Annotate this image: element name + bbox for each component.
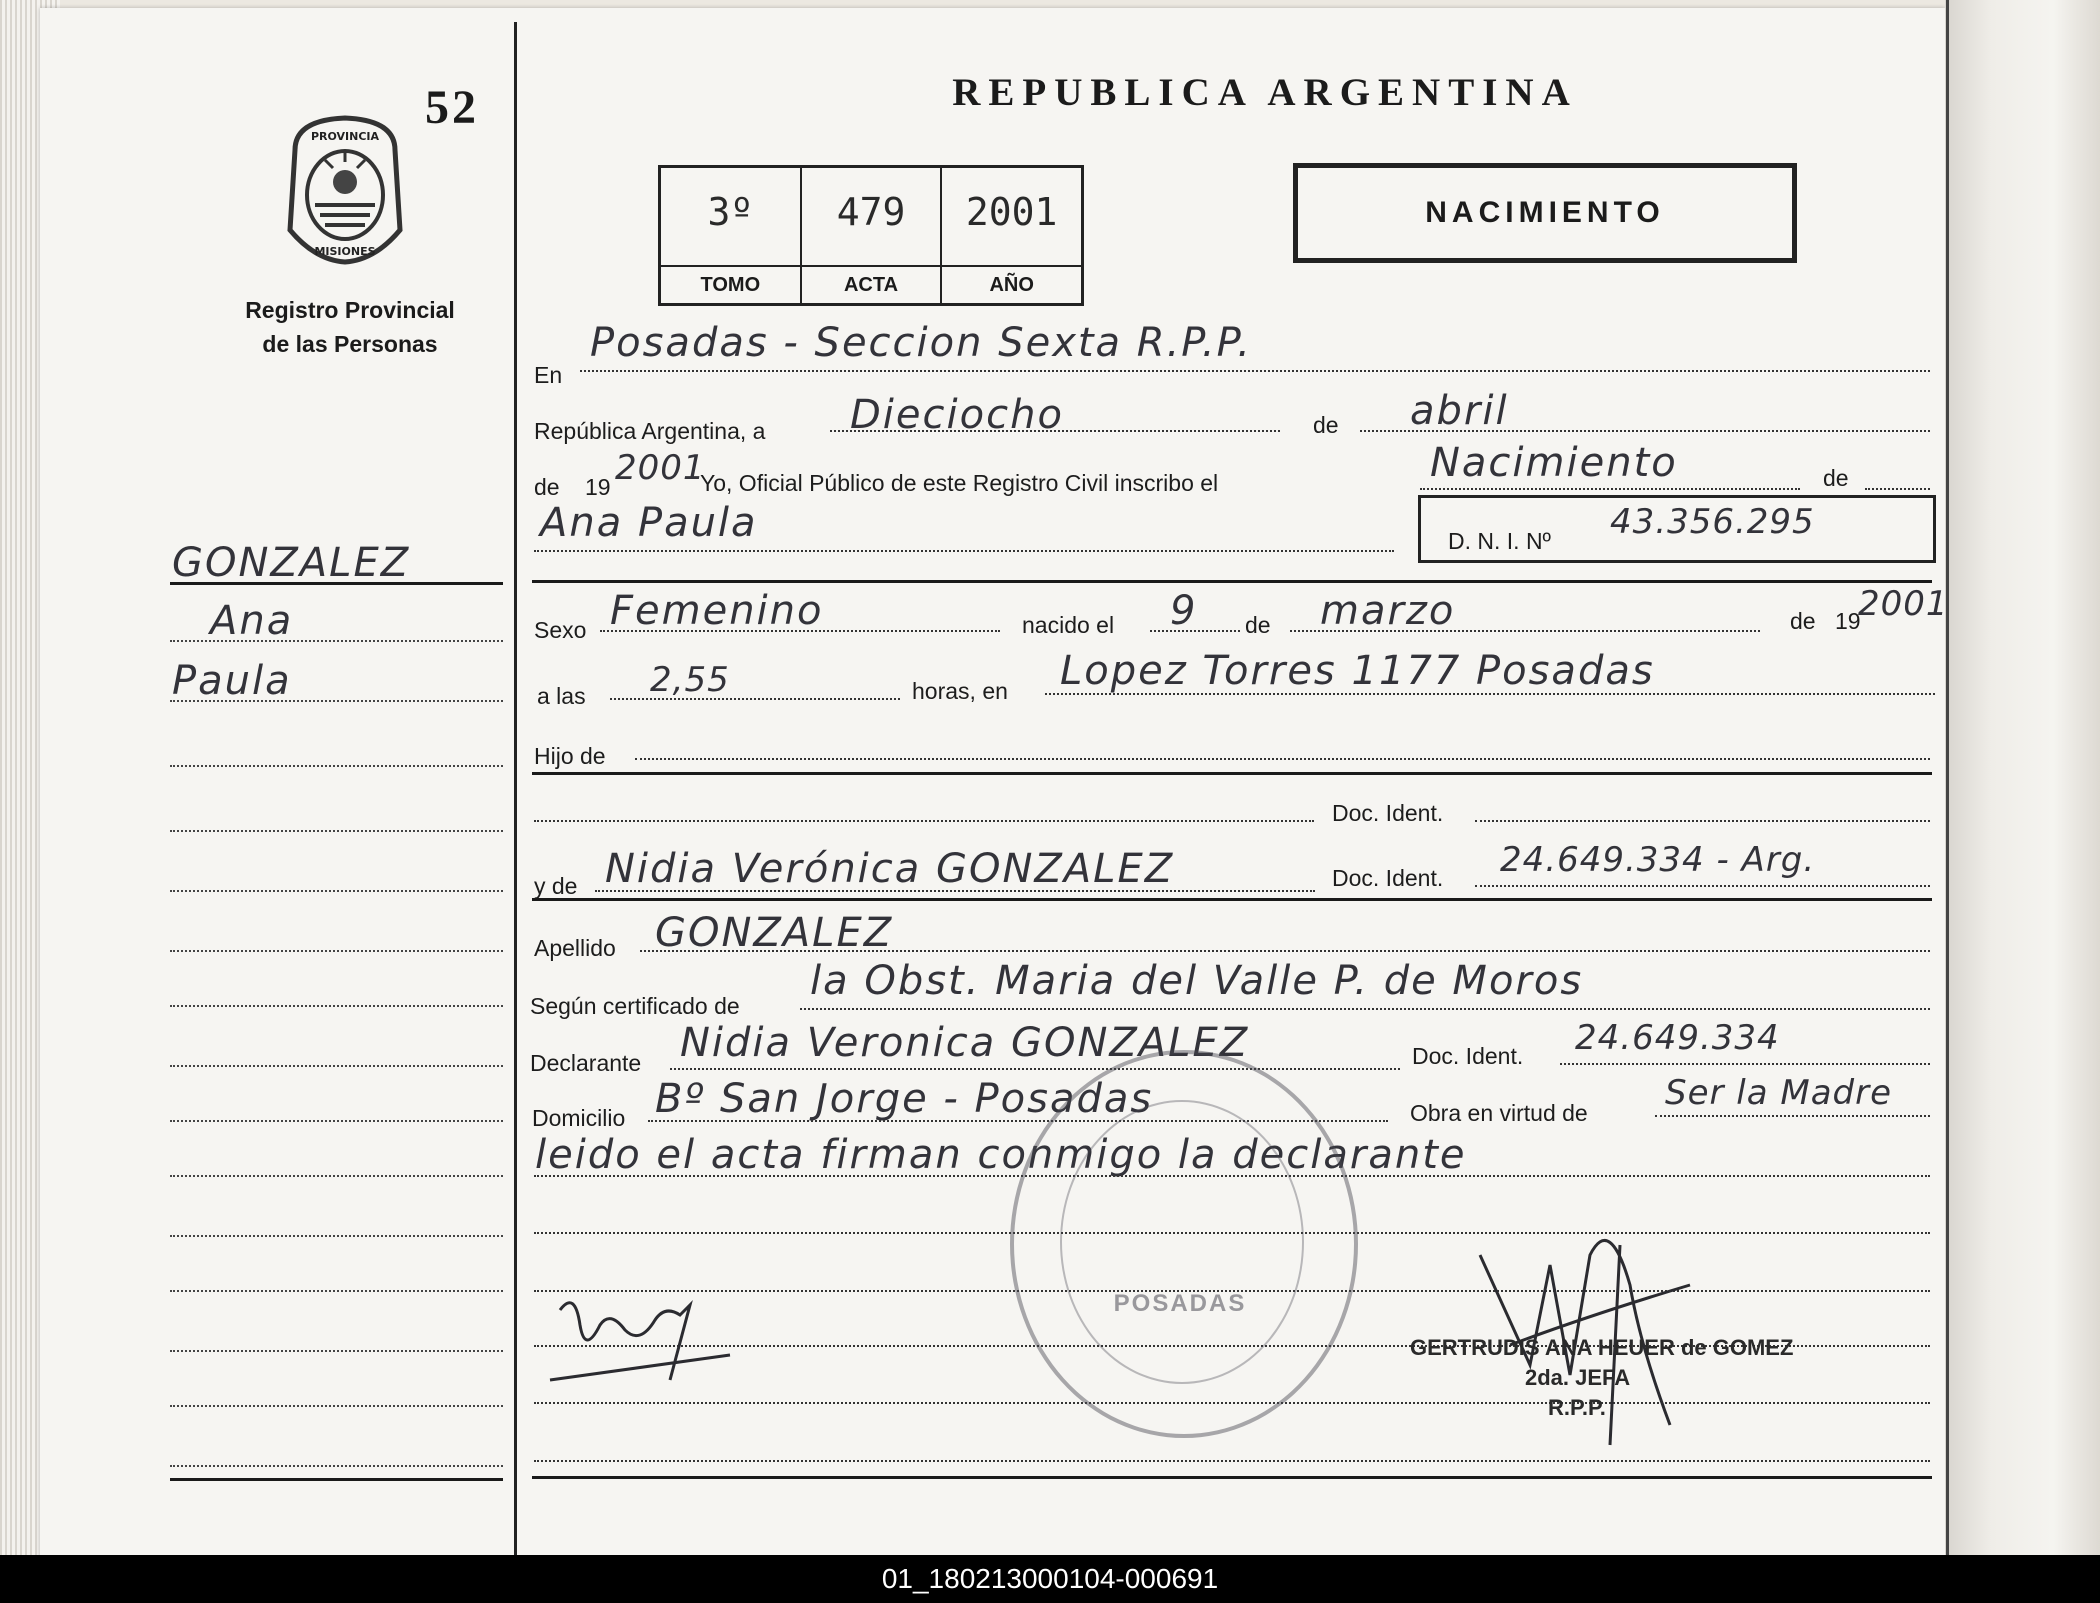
margin-line xyxy=(170,1120,503,1122)
obra-label: Obra en virtud de xyxy=(1410,1100,1588,1126)
section-rule-3 xyxy=(532,898,1932,901)
place-value: Lopez Torres 1177 Posadas xyxy=(1060,648,1655,694)
margin-line xyxy=(170,640,503,642)
declarante-doc: 24.649.334 xyxy=(1575,1018,1780,1058)
stamp-city: POSADAS xyxy=(1113,1290,1247,1317)
binding-edge xyxy=(1945,0,2100,1560)
place-line xyxy=(1045,693,1935,695)
section-rule-2 xyxy=(532,772,1932,775)
hour-line xyxy=(610,698,900,700)
certificado-value: la Obst. Maria del Valle P. de Moros xyxy=(810,958,1584,1004)
margin-line xyxy=(170,950,503,952)
seal-bottom-text: MISIONES xyxy=(314,245,376,258)
registration-table xyxy=(658,165,1084,306)
margin-line xyxy=(170,1235,503,1237)
acta-value: 479 xyxy=(836,190,906,234)
domicilio-label: Domicilio xyxy=(532,1105,626,1131)
mother-line xyxy=(595,890,1315,892)
tomo-label: TOMO xyxy=(661,265,800,303)
sexo-line xyxy=(600,630,1000,632)
tomo-cell xyxy=(661,168,802,303)
birth-year-prefix: 19 xyxy=(1835,608,1861,634)
day-value: Dieciocho xyxy=(850,392,1064,438)
hour-value: 2,55 xyxy=(650,660,730,700)
margin-line xyxy=(170,890,503,892)
name-line xyxy=(534,550,1394,552)
republica-label: República Argentina, a xyxy=(534,418,766,444)
margin-line xyxy=(170,1065,503,1067)
birth-day-line xyxy=(1150,630,1240,632)
mother-doc: 24.649.334 - Arg. xyxy=(1500,840,1816,880)
declarante-label: Declarante xyxy=(530,1050,642,1076)
province-seal-icon xyxy=(275,110,415,270)
page-border-right xyxy=(1946,0,1949,1560)
event-line xyxy=(1420,488,1800,490)
margin-line xyxy=(170,1405,503,1407)
ano-cell xyxy=(942,168,1081,303)
hijo-line xyxy=(635,758,1930,760)
mother-doc-line xyxy=(1475,885,1930,887)
margin-line xyxy=(170,1465,503,1467)
margin-surname: GONZALEZ xyxy=(172,540,411,586)
acta-label: ACTA xyxy=(802,265,941,303)
y-de-label: y de xyxy=(534,873,578,899)
birth-day: 9 xyxy=(1170,588,1198,634)
officer-title: 2da. JEFA xyxy=(1525,1365,1631,1390)
de-line xyxy=(1865,488,1930,490)
de-label-2: de xyxy=(534,474,560,500)
officer-name: GERTRUDIS ANA HEUER de GOMEZ xyxy=(1410,1335,1794,1360)
domicilio-value: Bº San Jorge - Posadas xyxy=(655,1076,1154,1122)
sexo-label: Sexo xyxy=(534,617,587,643)
month-line xyxy=(1360,430,1930,432)
de-label-3: de xyxy=(1823,465,1849,491)
declarante-line xyxy=(670,1068,1400,1070)
birth-month-line xyxy=(1290,630,1760,632)
margin-surname-rule xyxy=(170,582,503,585)
en-label: En xyxy=(534,362,563,388)
birth-year: 2001 xyxy=(1858,584,1949,624)
bottom-rule xyxy=(532,1476,1932,1479)
month-value: abril xyxy=(1410,388,1509,434)
name-value: Ana Paula xyxy=(540,500,758,546)
folio-number: 52 xyxy=(425,81,479,134)
declarante-value: Nidia Veronica GONZALEZ xyxy=(680,1020,1250,1066)
year-prefix: 19 xyxy=(585,474,611,500)
doc-ident-label-2: Doc. Ident. xyxy=(1332,865,1444,891)
dni-label: D. N. I. Nº xyxy=(1448,528,1551,554)
document-type-box: NACIMIENTO xyxy=(1293,163,1797,263)
de-label-4: de xyxy=(1245,612,1271,638)
officer-office: R.P.P. xyxy=(1548,1395,1606,1420)
nacido-label: nacido el xyxy=(1022,612,1115,638)
section-rule-1 xyxy=(532,580,1932,583)
margin-line xyxy=(170,830,503,832)
father-doc-line xyxy=(534,820,1314,822)
declarant-signature xyxy=(540,1285,750,1395)
margin-divider xyxy=(514,22,517,1560)
ano-label: AÑO xyxy=(942,265,1081,303)
apellido-value: GONZALEZ xyxy=(655,910,894,956)
closing-value: leido el acta firman conmigo la declarante xyxy=(535,1132,1467,1178)
image-id: 01_180213000104-000691 xyxy=(881,1563,1219,1594)
oficial-text: Yo, Oficial Público de este Registro Civil inscribo el xyxy=(700,470,1219,496)
seal-top-text: PROVINCIA xyxy=(310,130,380,143)
margin-line xyxy=(170,1175,503,1177)
apellido-line xyxy=(640,950,1930,952)
margin-line xyxy=(170,700,503,702)
birth-month: marzo xyxy=(1320,588,1456,634)
official-stamp-inner-ring xyxy=(1060,1100,1304,1384)
margin-bottom-rule xyxy=(170,1478,503,1481)
mother-value: Nidia Verónica GONZALEZ xyxy=(605,846,1175,892)
a-las-label: a las xyxy=(537,683,586,709)
margin-first-name: Ana xyxy=(210,598,294,644)
de-label-5: de xyxy=(1790,608,1816,634)
segun-label: Según certificado de xyxy=(530,993,740,1019)
margin-line xyxy=(170,1290,503,1292)
en-line xyxy=(580,370,1930,372)
year-value: 2001 xyxy=(615,448,706,488)
de-label-1: de xyxy=(1313,412,1339,438)
margin-line xyxy=(170,765,503,767)
doc-ident-label-3: Doc. Ident. xyxy=(1412,1043,1524,1069)
obra-line xyxy=(1655,1115,1930,1117)
country-title: REPUBLICA ARGENTINA xyxy=(952,71,1578,114)
tomo-value: 3º xyxy=(707,190,754,234)
hijo-label: Hijo de xyxy=(534,743,606,769)
declarante-doc-line xyxy=(1560,1063,1930,1065)
ano-value: 2001 xyxy=(965,190,1058,234)
blank-line xyxy=(534,1460,1930,1462)
en-value: Posadas - Seccion Sexta R.P.P. xyxy=(590,320,1252,366)
day-line xyxy=(830,430,1280,432)
registry-name: Registro Provincial de las Personas xyxy=(245,297,455,357)
certificado-line xyxy=(800,1008,1930,1010)
event-value: Nacimiento xyxy=(1430,440,1678,486)
margin-line xyxy=(170,1005,503,1007)
acta-cell xyxy=(802,168,943,303)
obra-value: Ser la Madre xyxy=(1665,1073,1893,1113)
dni-value: 43.356.295 xyxy=(1610,502,1815,542)
sexo-value: Femenino xyxy=(610,588,824,634)
father-doc-value-line xyxy=(1475,820,1930,822)
apellido-label: Apellido xyxy=(534,935,616,961)
margin-second-name: Paula xyxy=(172,658,292,704)
doc-ident-label-1: Doc. Ident. xyxy=(1332,800,1444,826)
margin-line xyxy=(170,1350,503,1352)
horas-label: horas, en xyxy=(912,678,1008,704)
